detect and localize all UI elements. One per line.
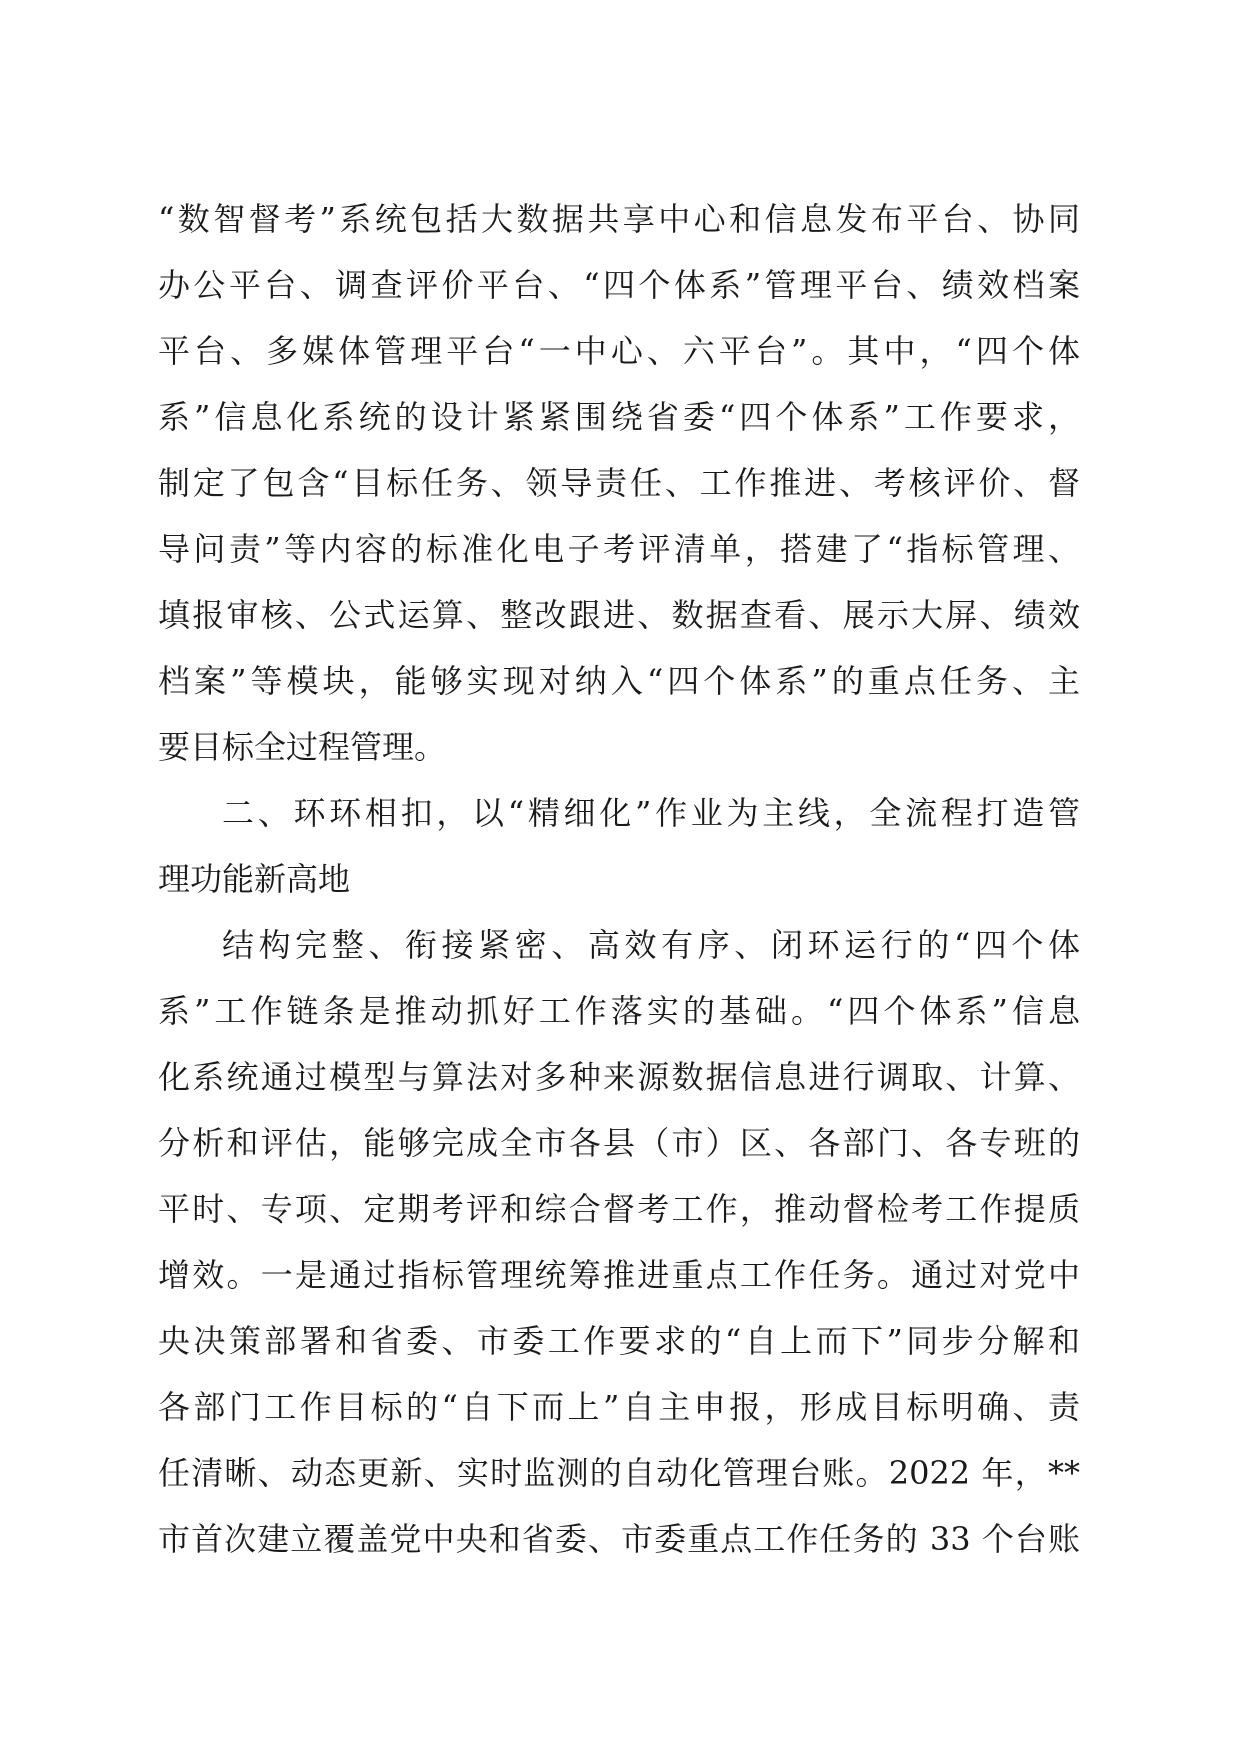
document-body (158, 186, 1080, 1572)
text-line: 制定了包含“目标任务、领导责任、工作推进、考核评价、督 (158, 464, 1080, 502)
text-line: 系”信息化系统的设计紧紧围绕省委“四个体系”工作要求， (158, 398, 1080, 436)
text-line: 任清晰、动态更新、实时监测的自动化管理台账。2022 年，** (158, 1454, 1080, 1492)
text-line: 增效。一是通过指标管理统筹推进重点工作任务。通过对党中 (158, 1256, 1080, 1294)
text-line: 分析和评估，能够完成全市各县（市）区、各部门、各专班的 (158, 1124, 1080, 1162)
text-line: 平时、专项、定期考评和综合督考工作，推动督检考工作提质 (158, 1190, 1080, 1228)
text-line: “数智督考”系统包括大数据共享中心和信息发布平台、协同 (158, 200, 1080, 238)
text-line: 要目标全过程管理。 (158, 728, 447, 766)
text-line: 平台、多媒体管理平台“一中心、六平台”。其中，“四个体 (158, 332, 1080, 370)
text-line: 填报审核、公式运算、整改跟进、数据查看、展示大屏、绩效 (158, 596, 1080, 634)
text-line: 央决策部署和省委、市委工作要求的“自上而下”同步分解和 (158, 1322, 1080, 1360)
text-line: 导问责”等内容的标准化电子考评清单，搭建了“指标管理、 (158, 530, 1080, 568)
section-heading-line: 二、环环相扣，以“精细化”作业为主线，全流程打造管 (222, 794, 1080, 832)
text-line: 档案”等模块，能够实现对纳入“四个体系”的重点任务、主 (158, 662, 1080, 700)
text-line: 市首次建立覆盖党中央和省委、市委重点工作任务的 33 个台账 (158, 1520, 1080, 1558)
text-line: 化系统通过模型与算法对多种来源数据信息进行调取、计算、 (158, 1058, 1080, 1096)
text-line: 办公平台、调查评价平台、“四个体系”管理平台、绩效档案 (158, 266, 1080, 304)
text-line: 系”工作链条是推动抓好工作落实的基础。“四个体系”信息 (158, 992, 1080, 1030)
text-line: 各部门工作目标的“自下而上”自主申报，形成目标明确、责 (158, 1388, 1080, 1426)
text-line: 结构完整、衔接紧密、高效有序、闭环运行的“四个体 (222, 926, 1080, 964)
section-heading-line: 理功能新高地 (158, 860, 351, 898)
